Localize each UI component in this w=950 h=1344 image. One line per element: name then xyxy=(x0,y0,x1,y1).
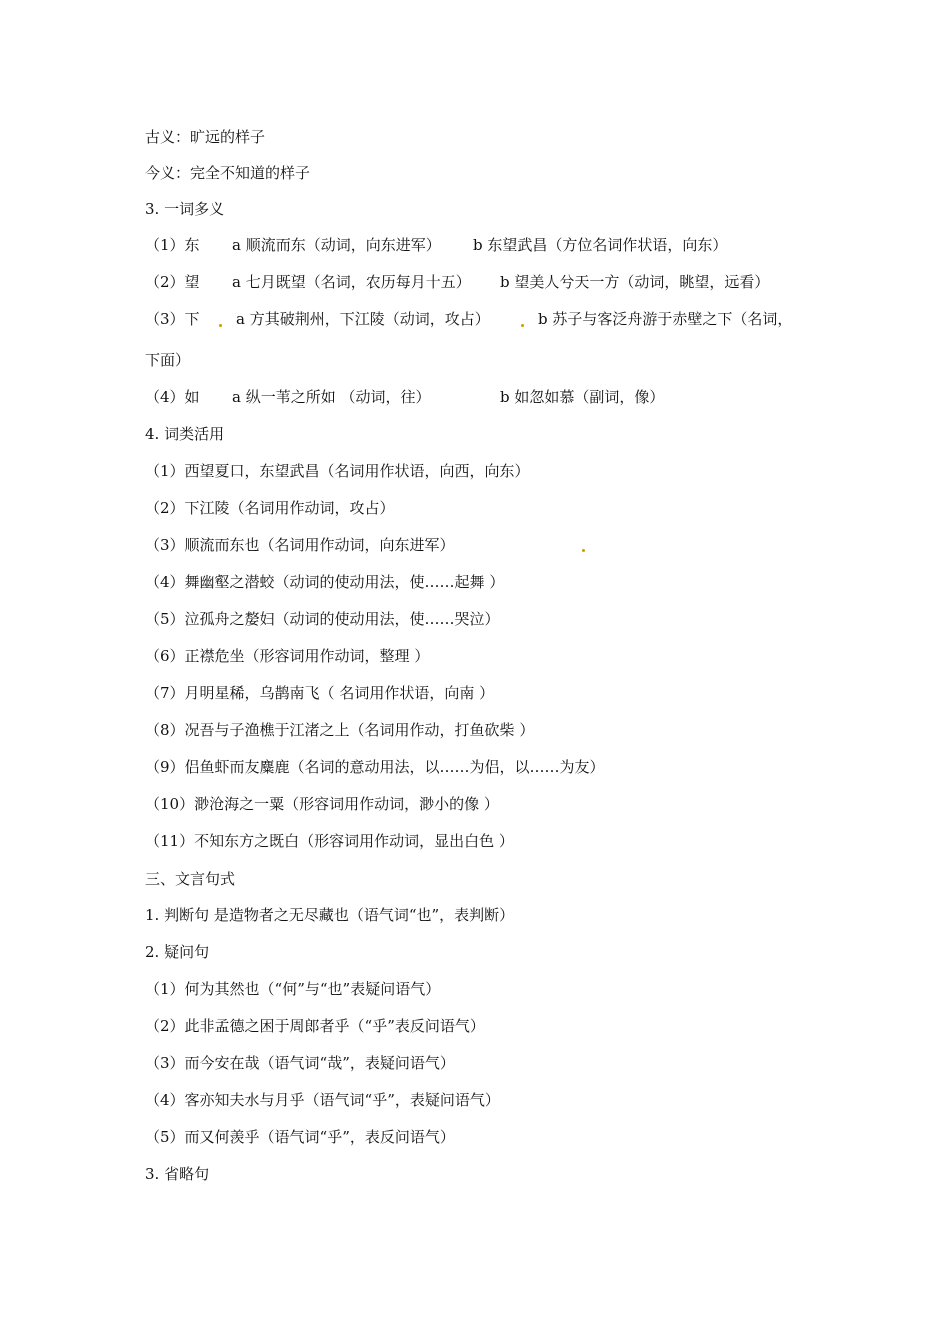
text-line: 下面） xyxy=(145,351,191,369)
ink-mark xyxy=(582,549,585,552)
list-item: （8）况吾与子渔樵于江渚之上（名词用作动，打鱼砍柴 ） xyxy=(145,721,535,739)
section-heading: 2. 疑问句 xyxy=(145,943,210,961)
polysemy-number: （3）下 xyxy=(145,310,200,328)
section-heading: 三、文言句式 xyxy=(145,870,236,888)
list-item: （9）侣鱼虾而友麋鹿（名词的意动用法，以……为侣，以……为友） xyxy=(145,758,605,776)
list-item: （11）不知东方之既白（形容词用作动词，显出白色 ） xyxy=(145,832,514,850)
polysemy-number: （2）望 xyxy=(145,273,200,291)
polysemy-a: a 纵一苇之所如 （动词，往） xyxy=(232,388,431,406)
polysemy-b: b 望美人兮天一方（动词，眺望，远看） xyxy=(500,273,770,291)
list-item: （2）下江陵（名词用作动词，攻占） xyxy=(145,499,395,517)
list-item: （3）顺流而东也（名词用作动词，向东进军） xyxy=(145,536,455,554)
list-item: （4）客亦知夫水与月乎（语气词“乎”，表疑问语气） xyxy=(145,1091,500,1109)
list-item: （1）何为其然也（“何”与“也”表疑问语气） xyxy=(145,980,441,998)
polysemy-number: （4）如 xyxy=(145,388,200,406)
polysemy-b: b 如忽如慕（副词，像） xyxy=(500,388,665,406)
list-item: （3）而今安在哉（语气词“哉”，表疑问语气） xyxy=(145,1054,455,1072)
section-heading: 3. 一词多义 xyxy=(145,200,225,218)
polysemy-b: b 苏子与客泛舟游于赤壁之下（名词， xyxy=(538,310,793,328)
list-item: （5）而又何羡乎（语气词“乎”，表反问语气） xyxy=(145,1128,455,1146)
ink-mark xyxy=(521,324,524,327)
polysemy-b: b 东望武昌（方位名词作状语，向东） xyxy=(473,236,728,254)
text-line: 古义：旷远的样子 xyxy=(145,128,266,146)
section-heading: 3. 省略句 xyxy=(145,1165,210,1183)
polysemy-number: （1）东 xyxy=(145,236,200,254)
ink-mark xyxy=(219,324,222,327)
polysemy-a: a 顺流而东（动词，向东进军） xyxy=(232,236,441,254)
list-item: （7）月明星稀，乌鹊南飞（ 名词用作状语，向南 ） xyxy=(145,684,495,702)
list-item: （2）此非孟德之困于周郎者乎（“乎”表反问语气） xyxy=(145,1017,485,1035)
list-item: （10）渺沧海之一粟（形容词用作动词，渺小的像 ） xyxy=(145,795,499,813)
polysemy-a: a 七月既望（名词，农历每月十五） xyxy=(232,273,471,291)
list-item: （6）正襟危坐（形容词用作动词，整理 ） xyxy=(145,647,430,665)
list-item: （1）西望夏口，东望武昌（名词用作状语，向西，向东） xyxy=(145,462,530,480)
text-line: 今义：完全不知道的样子 xyxy=(145,164,311,182)
list-item: （4）舞幽壑之潜蛟（动词的使动用法，使……起舞 ） xyxy=(145,573,505,591)
text-line: 1. 判断句 是造物者之无尽藏也（语气词“也”，表判断） xyxy=(145,906,515,924)
polysemy-a: a 方其破荆州，下江陵（动词，攻占） xyxy=(236,310,490,328)
section-heading: 4. 词类活用 xyxy=(145,425,225,443)
list-item: （5）泣孤舟之嫠妇（动词的使动用法，使……哭泣） xyxy=(145,610,500,628)
